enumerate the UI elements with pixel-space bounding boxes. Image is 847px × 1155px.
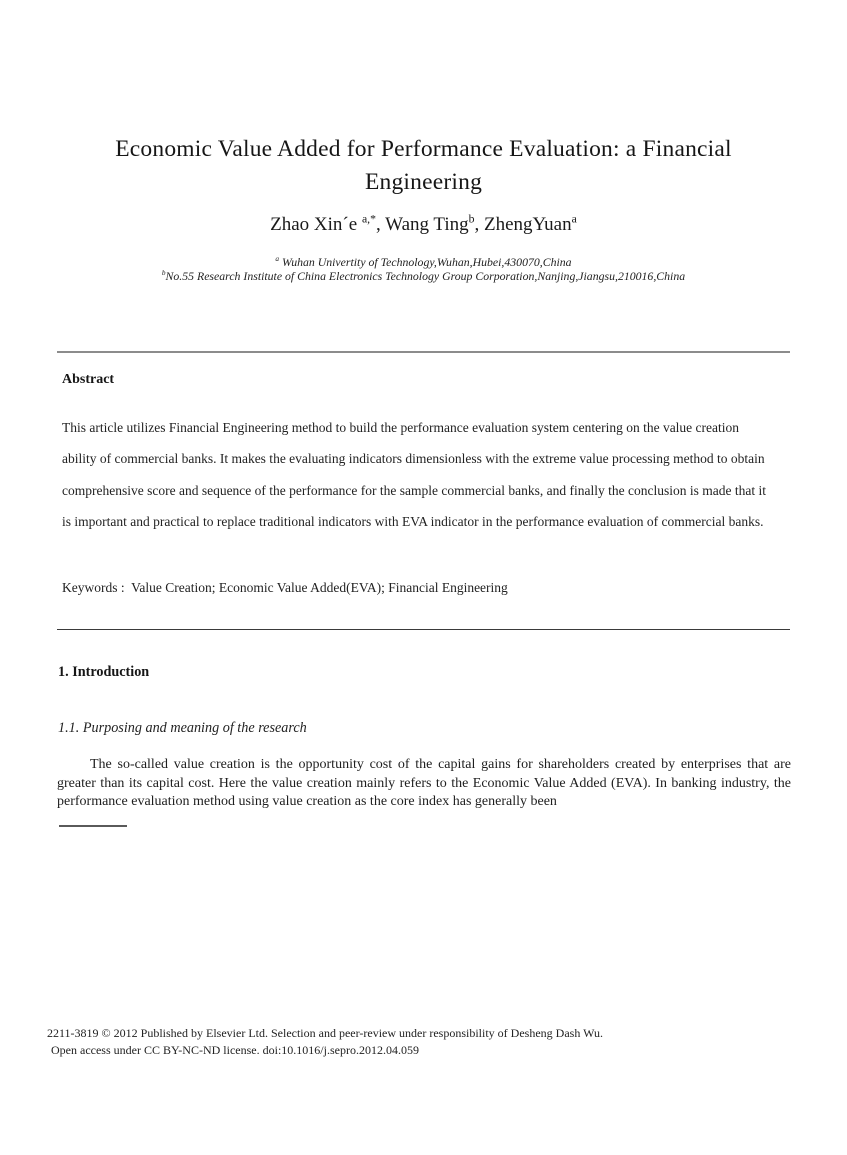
- introduction-paragraph: The so-called value creation is the opportunity cost of the capital gains for shareholders created by enterprises that are greater than its capital cost. Here the value creation mainly refers to the Economic Value Added (EVA). In banking industry, the performance evaluation method using value creation as the core index has generally been: [57, 757, 791, 810]
- keywords-text: Value Creation; Economic Value Added(EVA); Financial Engineering: [131, 580, 508, 595]
- author-2: , Wang Ting: [376, 214, 469, 235]
- keywords-line: [62, 580, 792, 596]
- abstract-heading: Abstract: [62, 372, 115, 387]
- keywords-label: Keywords :: [62, 580, 125, 595]
- section-1-1-heading: 1.1. Purposing and meaning of the research: [58, 720, 307, 736]
- affiliation-b-mark: b: [161, 268, 166, 278]
- affiliation-a: [0, 255, 847, 270]
- affiliation-b-text: No.55 Research Institute of China Electronics Technology Group Corporation,Nanjing,Jiangsu,210016,China: [165, 269, 686, 283]
- footnote-rule: [59, 825, 127, 827]
- affiliation-b: [0, 269, 847, 284]
- author-list: [0, 214, 847, 236]
- author-1: Zhao Xin´e: [270, 214, 362, 235]
- author-3-affiliation-mark: a: [571, 212, 577, 226]
- publisher-credit-line: 2211-3819 © 2012 Published by Elsevier Ltd. Selection and peer-review under responsibility of Desheng Dash Wu.: [47, 1026, 603, 1040]
- abstract-top-rule: [57, 351, 790, 353]
- author-3: , ZhengYuan: [474, 214, 572, 235]
- section-1-heading: 1. Introduction: [58, 664, 150, 680]
- abstract-bottom-rule: [57, 629, 790, 630]
- affiliation-a-text: Wuhan Univertity of Technology,Wuhan,Hubei,430070,China: [279, 255, 572, 269]
- affiliation-a-mark: a: [275, 254, 280, 264]
- paper-title-line2: Engineering: [364, 169, 483, 195]
- author-2-affiliation-mark: b: [468, 212, 475, 226]
- paper-title-line1: Economic Value Added for Performance Evaluation: a Financial: [115, 136, 732, 162]
- abstract-text: This article utilizes Financial Engineering method to build the performance evaluation system centering on the value creation ability of commercial banks. It makes the evaluating indicators dimensionless with the extreme value processing method to obtain comprehensive score and sequence of the performance for the sample commercial banks, and finally the conclusion is made that it is important and practical to replace traditional indicators with EVA indicator in the performance evaluation of commercial banks.: [62, 420, 766, 530]
- license-doi-line: Open access under CC BY-NC-ND license. doi:10.1016/j.sepro.2012.04.059: [51, 1043, 419, 1057]
- author-1-affiliation-mark: a,*: [361, 212, 376, 226]
